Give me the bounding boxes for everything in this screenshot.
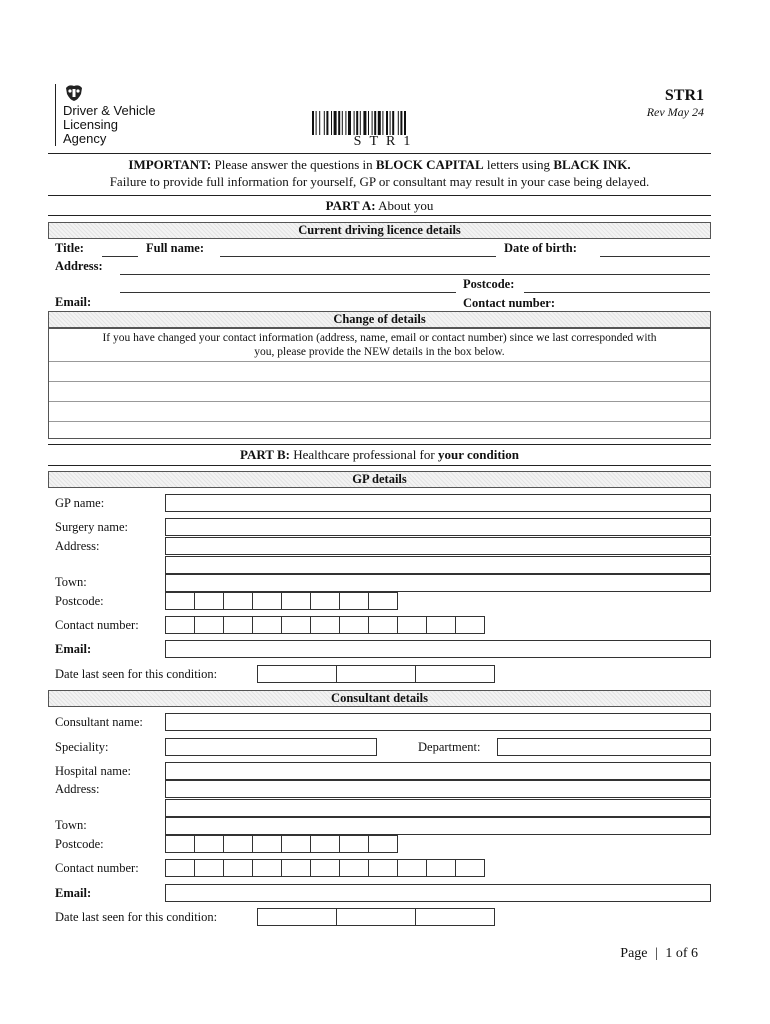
title-input[interactable] [102,256,138,257]
gp-address-input-1[interactable] [165,537,711,555]
revision: Rev May 24 [646,105,704,119]
surgery-name-label: Surgery name: [55,520,129,534]
hospital-address-input-2[interactable] [165,799,711,817]
form-code: STR1 [664,87,704,104]
hospital-postcode-label: Postcode: [55,837,104,851]
gp-email-input[interactable] [165,640,711,658]
agency-name-line-2: Licensing [63,117,118,132]
address-label: Address: [55,259,103,273]
important-line-2: Failure to provide full information for yourself, GP or consultant may result in your case being delayed. [109,174,650,189]
consultant-date-seen-label: Date last seen for this condition: [55,910,218,924]
hospital-name-input[interactable] [165,762,711,780]
surgery-name-input[interactable] [165,518,711,536]
change-details-input-row-2[interactable] [49,381,710,401]
consultant-name-input[interactable] [165,713,711,731]
part-a-heading-rest: About you [375,198,434,213]
consultant-contact-input[interactable] [165,859,484,877]
consultant-email-input[interactable] [165,884,711,902]
barcode-text: STR1 [353,134,419,149]
gp-address-label: Address: [55,539,100,553]
consultant-email-label: Email: [55,886,92,900]
change-of-details-heading: Change of details [48,311,711,328]
consultant-name-label: Consultant name: [55,715,143,729]
fullname-label: Full name: [146,241,204,255]
page-number [620,946,698,962]
gp-date-seen-input[interactable] [257,665,494,683]
crest-icon [63,84,85,102]
speciality-label: Speciality: [55,740,109,754]
page-of: 1 of 6 [665,946,698,961]
important-text-2: letters using [483,157,554,172]
part-b-heading-em: your condition [437,447,519,462]
email-label: Email: [55,295,92,309]
hospital-address-input-1[interactable] [165,780,711,798]
hospital-town-input[interactable] [165,817,711,835]
agency-name-line-3: Agency [63,131,107,146]
change-instructions-line-2: you, please provide the NEW details in the box below. [254,346,505,358]
fullname-input[interactable] [220,256,496,257]
postcode-input[interactable] [524,292,710,293]
agency-name-line-1: Driver & Vehicle [63,103,156,118]
gp-details-heading: GP details [48,471,711,488]
barcode [312,111,460,135]
gp-date-seen-label: Date last seen for this condition: [55,667,218,681]
dob-input[interactable] [600,256,710,257]
part-a-heading-bold: PART A: [325,198,376,213]
postcode-label: Postcode: [463,277,515,291]
page-separator: | [655,946,658,961]
dvla-logo [55,84,175,146]
gp-name-input[interactable] [165,494,711,512]
gp-town-label: Town: [55,575,87,589]
change-details-input-row-4[interactable] [49,421,710,438]
hospital-town-label: Town: [55,818,87,832]
dob-label: Date of birth: [504,241,577,255]
department-label: Department: [418,740,481,754]
address-input-line-1[interactable] [120,274,710,275]
part-b-heading-bold: PART B: [239,447,290,462]
hospital-name-label: Hospital name: [55,764,132,778]
gp-town-input[interactable] [165,574,711,592]
important-lead: IMPORTANT: [128,157,212,172]
hospital-postcode-input[interactable] [165,835,397,853]
consultant-details-heading: Consultant details [48,690,711,707]
gp-name-label: GP name: [55,496,105,510]
speciality-input[interactable] [165,738,377,756]
important-text-1: Please answer the questions in [211,157,376,172]
important-em-1: BLOCK CAPITAL [375,157,484,172]
gp-contact-label: Contact number: [55,618,139,632]
consultant-contact-label: Contact number: [55,861,139,875]
title-label: Title: [55,241,84,255]
consultant-date-seen-input[interactable] [257,908,494,926]
hospital-address-label: Address: [55,782,100,796]
part-a-heading [48,198,711,214]
part-b-heading-rest: Healthcare professional for [289,447,438,462]
important-em-2: BLACK INK. [553,157,631,172]
gp-postcode-input[interactable] [165,592,397,610]
contact-number-label: Contact number: [463,296,556,310]
gp-address-input-2[interactable] [165,556,711,574]
department-input[interactable] [497,738,711,756]
change-of-details-box [48,328,711,439]
page-label: Page [620,946,648,961]
address-input-line-2[interactable] [120,292,456,293]
gp-contact-input[interactable] [165,616,484,634]
important-notice [48,156,711,190]
change-details-input-row-1[interactable] [49,361,710,381]
change-details-input-row-3[interactable] [49,401,710,421]
change-instructions-line-1: If you have changed your contact information (address, name, email or contact number) since we last corresponded with [102,332,657,344]
licence-section-heading: Current driving licence details [48,222,711,239]
part-b-heading [48,447,711,463]
gp-postcode-label: Postcode: [55,594,104,608]
gp-email-label: Email: [55,642,92,656]
